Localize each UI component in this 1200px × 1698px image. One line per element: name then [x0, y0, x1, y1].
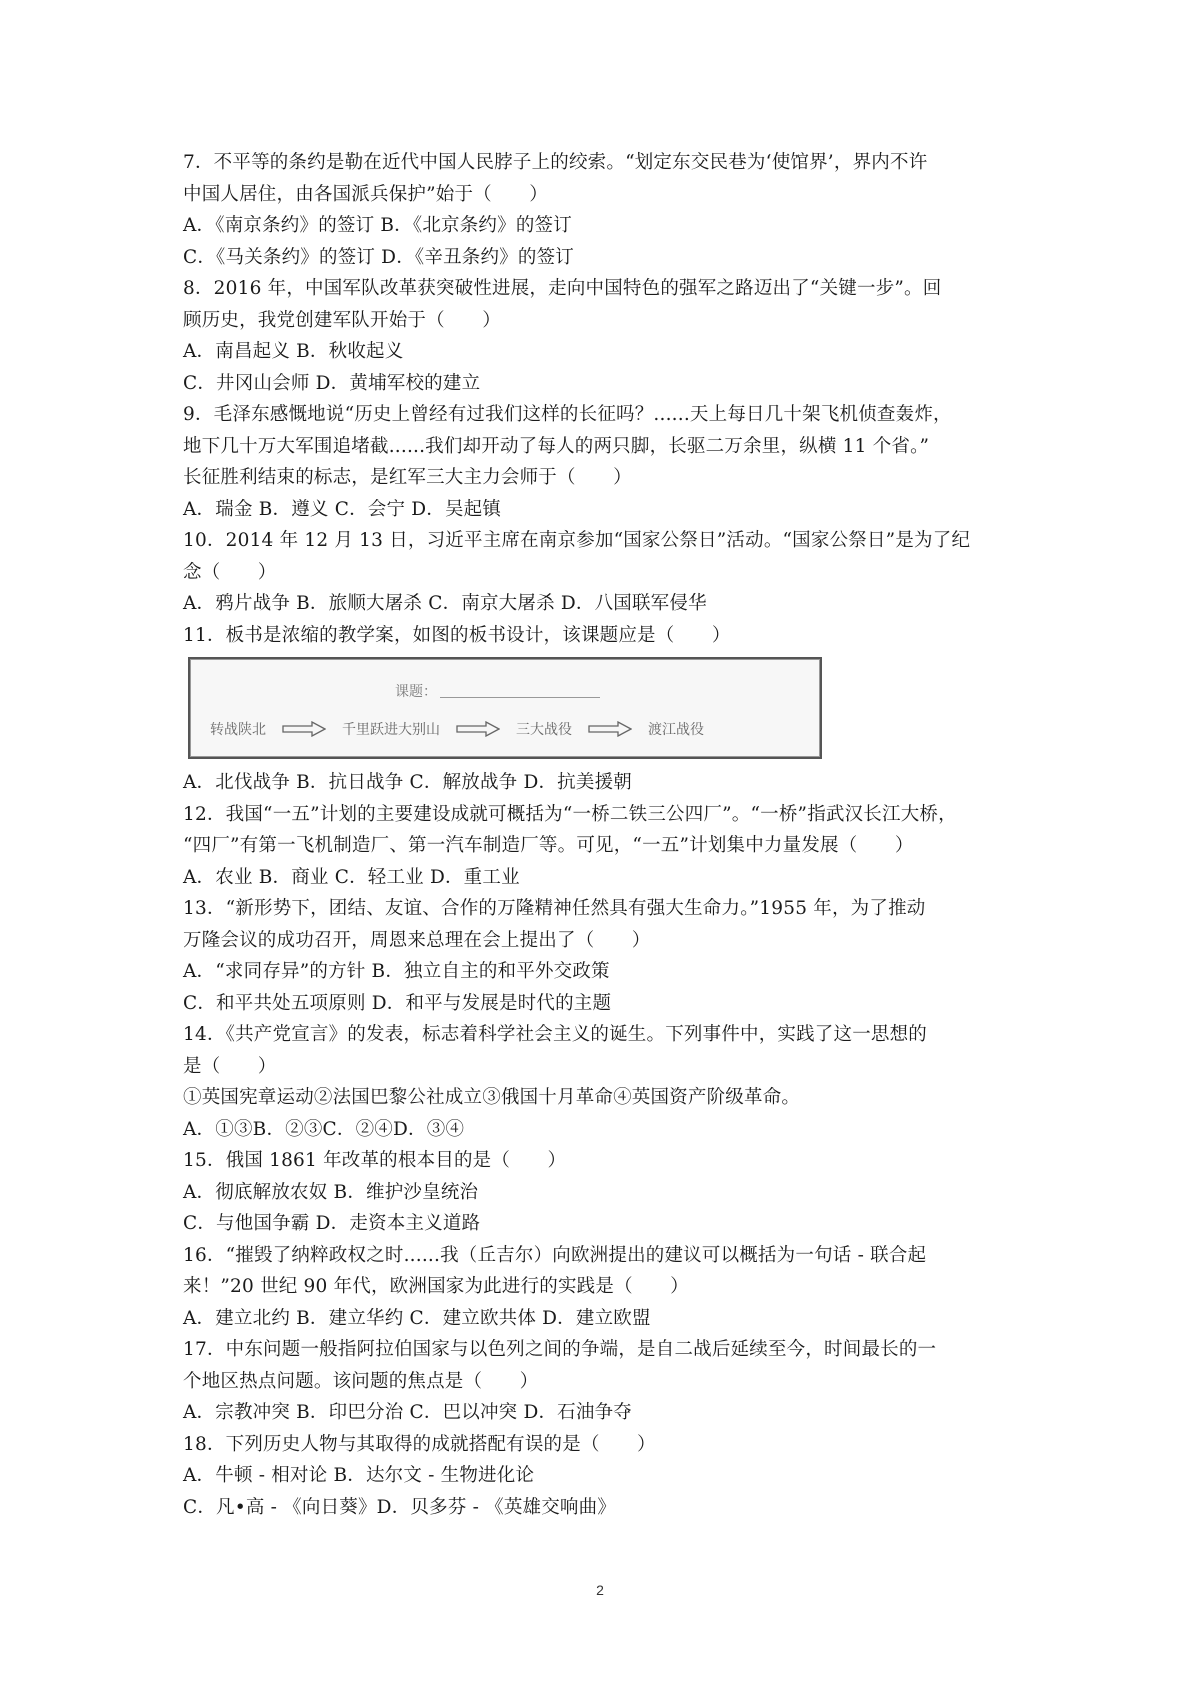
text-line: 念（ ） — [183, 561, 277, 583]
topic-label: 课题： — [395, 684, 437, 700]
flow-step: 渡江战役 — [648, 722, 704, 738]
text-line: 地下几十万大军围追堵截......我们却开动了每人的两只脚，长驱二万余里，纵横 11 个省。” — [183, 435, 930, 457]
hollow-right-arrow-icon — [282, 721, 326, 737]
text-line: A．宗教冲突 B．印巴分治 C．巴以冲突 D．石油争夺 — [183, 1402, 632, 1423]
flow-step: 千里跃进大别山 — [342, 722, 440, 738]
text-line: A．牛顿 - 相对论 B．达尔文 - 生物进化论 — [183, 1465, 535, 1486]
text-line: A．①③B．②③C．②④D．③④ — [183, 1118, 465, 1140]
text-line: C．井冈山会师 D．黄埔军校的建立 — [183, 372, 481, 394]
flow-step: 转战陕北 — [210, 722, 266, 738]
text-line: 13．“新形势下，团结、友谊、合作的万隆精神任然具有强大生命力。”1955 年，为了推动 — [183, 898, 926, 919]
text-line: 18．下列历史人物与其取得的成就搭配有误的是（ ） — [183, 1433, 656, 1455]
text-line: C．《马关条约》的签订 D．《辛丑条约》的签订 — [183, 246, 574, 268]
text-line: 15．俄国 1861 年改革的根本目的是（ ） — [183, 1150, 567, 1171]
text-line: 17．中东问题一般指阿拉伯国家与以色列之间的争端，是自二战后延续至今，时间最长的一 — [183, 1339, 937, 1360]
text-line: ①英国宪章运动②法国巴黎公社成立③俄国十月革命④英国资产阶级革命。 — [183, 1087, 801, 1108]
text-line: 是（ ） — [183, 1055, 277, 1077]
text-line: A．北伐战争 B．抗日战争 C．解放战争 D．抗美援朝 — [183, 772, 632, 793]
text-line: 8．2016 年，中国军队改革获突破性进展，走向中国特色的强军之路迈出了“关键一步”。回 — [183, 278, 942, 299]
questions-7-to-11 — [183, 147, 1033, 651]
text-line: 中国人居住，由各国派兵保护”始于（ ） — [183, 183, 548, 205]
topic-blank-line — [440, 697, 600, 698]
text-line: A．农业 B．商业 C．轻工业 D．重工业 — [183, 866, 520, 888]
text-line: A．《南京条约》的签订 B．《北京条约》的签订 — [183, 215, 572, 236]
flow-step: 三大战役 — [516, 722, 572, 738]
hollow-right-arrow-icon — [588, 721, 632, 737]
text-line: 16．“摧毁了纳粹政权之时......我（丘吉尔）向欧洲提出的建议可以概括为一句话 - 联合起 — [183, 1244, 927, 1266]
text-line: “四厂”有第一飞机制造厂、第一汽车制造厂等。可见，“一五”计划集中力量发展（ ） — [183, 835, 914, 856]
text-line: C．和平共处五项原则 D．和平与发展是时代的主题 — [183, 992, 612, 1014]
text-line: 11．板书是浓缩的教学案，如图的板书设计，该课题应是（ ） — [183, 624, 731, 646]
text-line: 12．我国“一五”计划的主要建设成就可概括为“一桥二铁三公四厂”。“一桥”指武汉长江大桥， — [183, 803, 957, 825]
text-line: 9．毛泽东感慨地说“历史上曾经有过我们这样的长征吗？......天上每日几十架飞机侦查轰炸， — [183, 404, 952, 425]
text-line: 万隆会议的成功召开，周恩来总理在会上提出了（ ） — [183, 929, 651, 951]
text-line: 7．不平等的条约是勒在近代中国人民脖子上的绞索。“划定东交民巷为‘使馆界’，界内不许 — [183, 152, 928, 173]
text-line: A．鸦片战争 B．旅顺大屠杀 C．南京大屠杀 D．八国联军侵华 — [183, 593, 707, 614]
text-line: C．与他国争霸 D．走资本主义道路 — [183, 1213, 481, 1234]
page-number: 2 — [596, 1582, 604, 1598]
question-text — [183, 147, 1033, 1523]
text-line: 14．《共产党宣言》的发表，标志着科学社会主义的诞生。下列事件中，实践了这一思想的 — [183, 1024, 927, 1045]
text-line: A．南昌起义 B．秋收起义 — [183, 341, 404, 362]
blackboard-figure — [188, 657, 822, 759]
text-line: A．彻底解放农奴 B．维护沙皇统治 — [183, 1181, 479, 1203]
text-line: 来！”20 世纪 90 年代，欧洲国家为此进行的实践是（ ） — [183, 1276, 689, 1297]
text-line: A．“求同存异”的方针 B．独立自主的和平外交政策 — [183, 961, 610, 982]
text-line: A．瑞金 B．遵义 C．会宁 D．吴起镇 — [183, 498, 502, 520]
text-line: C．凡•高 - 《向日葵》D．贝多芬 - 《英雄交响曲》 — [183, 1496, 617, 1518]
text-line: 顾历史，我党创建军队开始于（ ） — [183, 309, 501, 331]
text-line: A．建立北约 B．建立华约 C．建立欧共体 D．建立欧盟 — [183, 1307, 651, 1329]
blackboard-flow — [210, 719, 704, 739]
text-line: 长征胜利结束的标志，是红军三大主力会师于（ ） — [183, 467, 632, 488]
hollow-right-arrow-icon — [456, 721, 500, 737]
text-line: 个地区热点问题。该问题的焦点是（ ） — [183, 1370, 539, 1392]
questions-11-to-18 — [183, 767, 1033, 1523]
text-line: 10．2014 年 12 月 13 日，习近平主席在南京参加“国家公祭日”活动。“国家公祭日”是为了纪 — [183, 530, 971, 551]
